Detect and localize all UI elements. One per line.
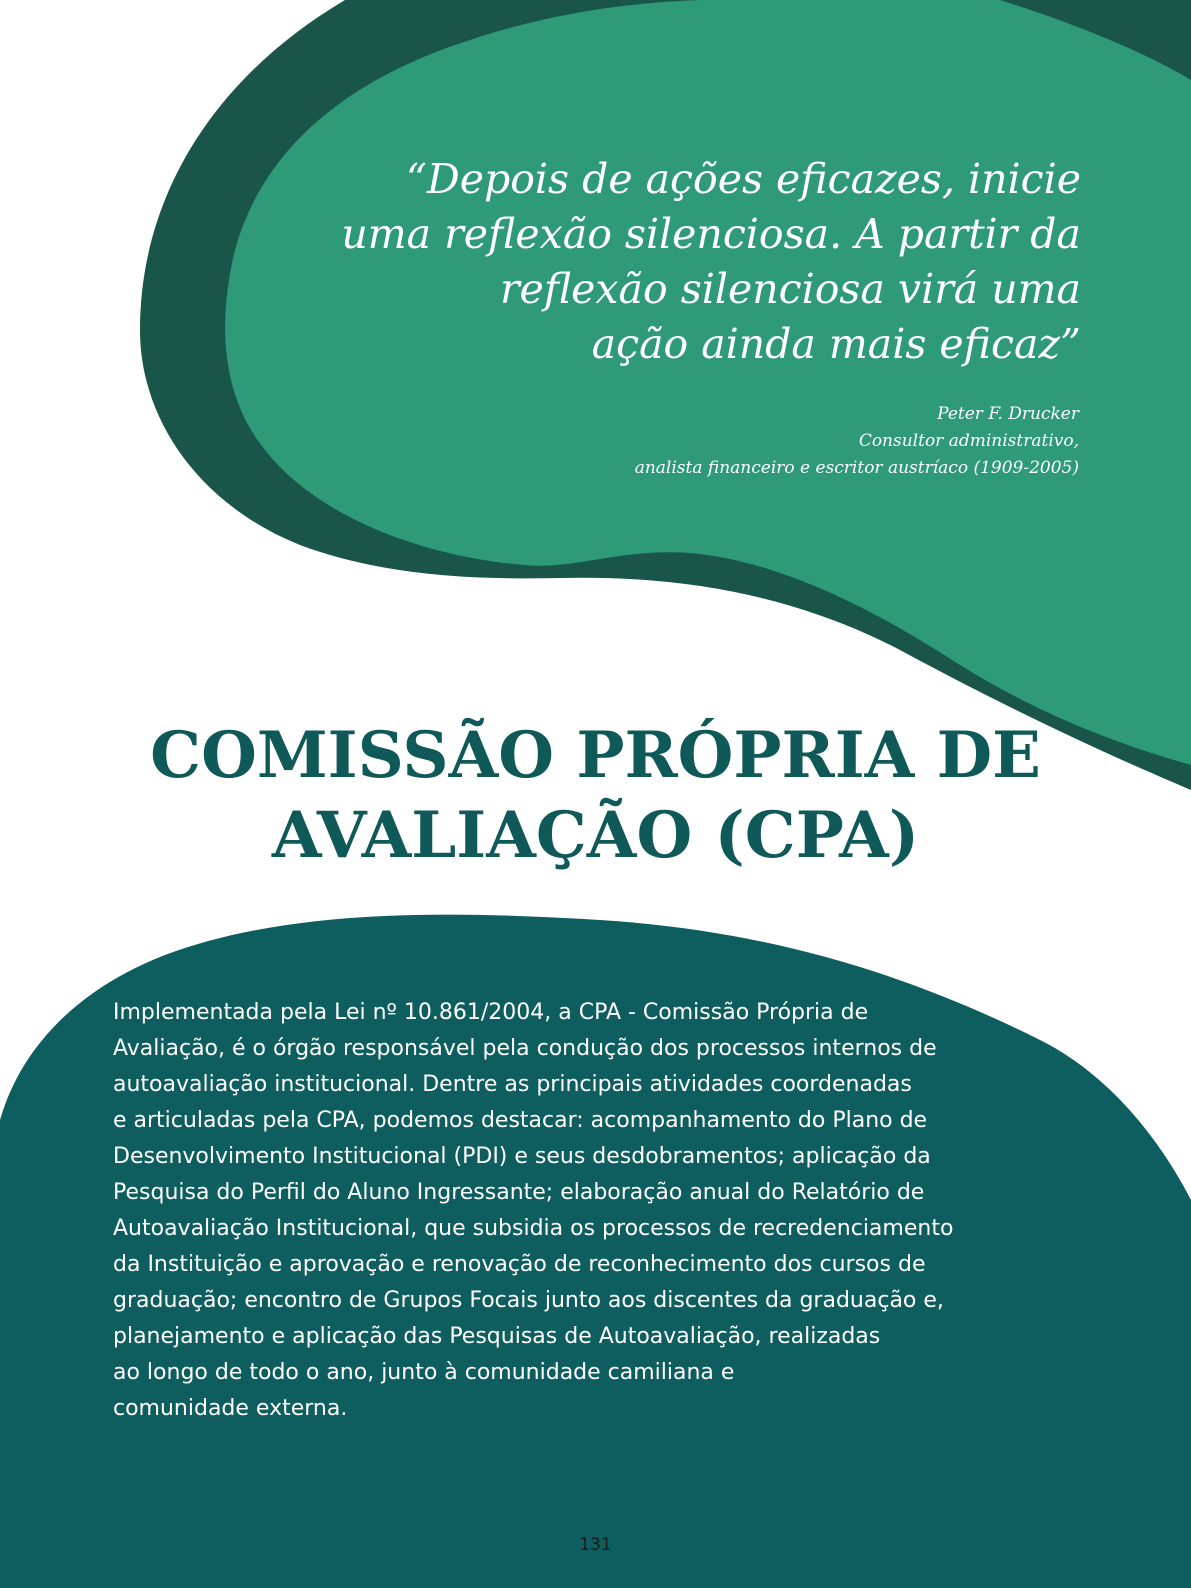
body-text-line: ao longo de todo o ano, junto à comunidade camiliana e: [113, 1360, 735, 1385]
body-text-line: Desenvolvimento Institucional (PDI) e seus desdobramentos; aplicação da: [113, 1144, 931, 1169]
body-text-line: da Instituição e aprovação e renovação de reconhecimento dos cursos de: [113, 1252, 926, 1277]
quote-line: “Depois de ações eficazes, inicie: [405, 155, 1081, 203]
page-number: 131: [579, 1535, 612, 1555]
body-text-line: Avaliação, é o órgão responsável pela condução dos processos internos de: [113, 1036, 937, 1061]
quote-author-role: Consultor administrativo,: [858, 431, 1079, 451]
body-text-line: Implementada pela Lei nº 10.861/2004, a CPA - Comissão Própria de: [113, 1000, 869, 1025]
page-title-line-2: AVALIAÇÃO (CPA): [271, 798, 920, 873]
body-text-line: e articuladas pela CPA, podemos destacar: acompanhamento do Plano de: [113, 1108, 928, 1133]
quote-line: uma reflexão silenciosa. A partir da: [341, 210, 1081, 258]
body-text-line: planejamento e aplicação das Pesquisas de Autoavaliação, realizadas: [113, 1324, 881, 1349]
quote-author-description: analista financeiro e escritor austríaco (1909-2005): [634, 458, 1079, 478]
body-text-line: graduação; encontro de Grupos Focais junto aos discentes da graduação e,: [113, 1288, 944, 1313]
body-text-line: autoavaliação institucional. Dentre as principais atividades coordenadas: [113, 1072, 912, 1097]
page-title-line-1: COMISSÃO PRÓPRIA DE: [150, 718, 1041, 793]
quote-line: reflexão silenciosa virá uma: [499, 265, 1081, 313]
body-text-line: Autoavaliação Institucional, que subsidia os processos de recredenciamento: [113, 1216, 954, 1241]
quote-line: ação ainda mais eficaz”: [591, 320, 1081, 368]
quote-blob-light: [225, 0, 1191, 765]
body-text-line: comunidade externa.: [113, 1396, 348, 1421]
quote-author: Peter F. Drucker: [937, 404, 1079, 424]
body-text-line: Pesquisa do Perfil do Aluno Ingressante; elaboração anual do Relatório de: [113, 1180, 925, 1205]
